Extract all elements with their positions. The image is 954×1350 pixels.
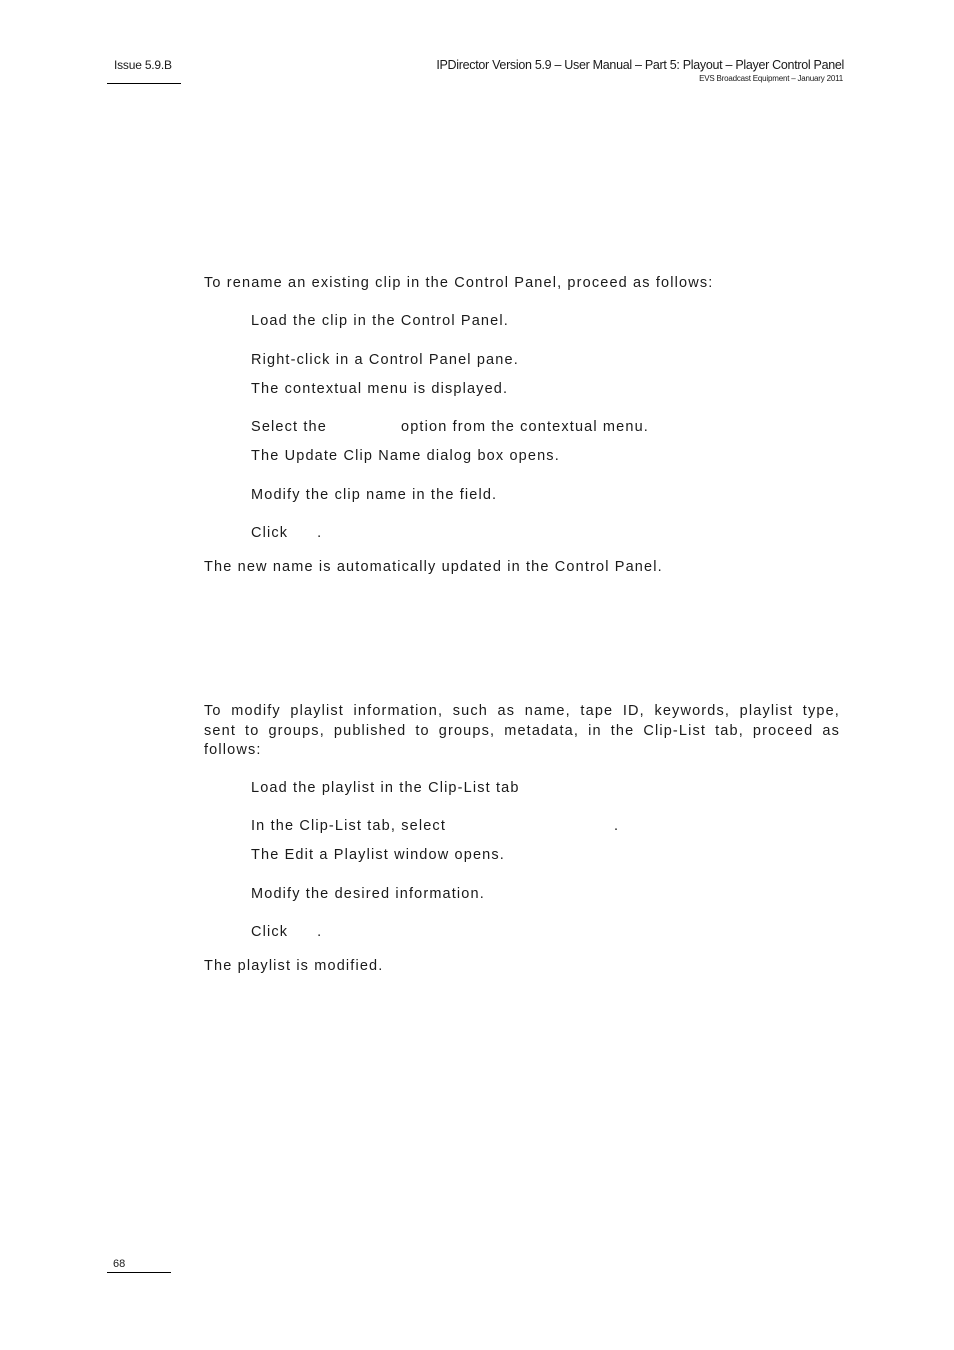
- playlist-intro: [204, 702, 840, 761]
- rename-outcome: The new name is automatically updated in the Control Panel.: [204, 559, 663, 575]
- rename-step-2: Right-click in a Control Panel pane.: [251, 352, 519, 368]
- page-number: 68: [113, 1258, 126, 1270]
- document-title: IPDirector Version 5.9 – User Manual – Part 5: Playout – Player Control Panel: [436, 58, 844, 72]
- rename-step-5: [251, 525, 322, 541]
- rename-step-5-after: .: [317, 525, 323, 541]
- playlist-step-3: Modify the desired information.: [251, 886, 485, 902]
- playlist-step-2: [251, 818, 619, 834]
- rename-step-3-before: Select the: [251, 419, 327, 435]
- rename-step-2-result: The contextual menu is displayed.: [251, 381, 509, 397]
- document-subtitle: EVS Broadcast Equipment – January 2011: [699, 74, 843, 83]
- playlist-intro-line-1: To modify playlist information, such as name, tape ID, keywords, playlist type,: [204, 703, 840, 719]
- playlist-step-2-before: In the Clip-List tab, select: [251, 818, 446, 834]
- playlist-step-4-after: .: [317, 924, 323, 940]
- playlist-step-2-result: The Edit a Playlist window opens.: [251, 847, 505, 863]
- footer-rule: [107, 1272, 171, 1273]
- rename-step-4: Modify the clip name in the field.: [251, 487, 498, 503]
- playlist-step-4: [251, 924, 322, 940]
- rename-intro: To rename an existing clip in the Control Panel, proceed as follows:: [204, 275, 714, 291]
- playlist-intro-line-3: follows:: [204, 742, 262, 758]
- playlist-outcome: The playlist is modified.: [204, 958, 384, 974]
- rename-step-1: Load the clip in the Control Panel.: [251, 313, 509, 329]
- playlist-step-4-before: Click: [251, 924, 289, 940]
- rename-step-3-after: option from the contextual menu.: [401, 419, 649, 435]
- playlist-step-1: Load the playlist in the Clip-List tab: [251, 780, 520, 796]
- rename-step-3-result: The Update Clip Name dialog box opens.: [251, 448, 560, 464]
- playlist-intro-line-2: sent to groups, published to groups, metadata, in the Clip-List tab, proceed as: [204, 722, 840, 739]
- rename-step-5-before: Click: [251, 525, 289, 541]
- playlist-step-2-after: .: [614, 818, 620, 834]
- rename-step-3: [251, 419, 649, 435]
- issue-label: Issue 5.9.B: [114, 58, 172, 72]
- header-rule: [107, 83, 181, 84]
